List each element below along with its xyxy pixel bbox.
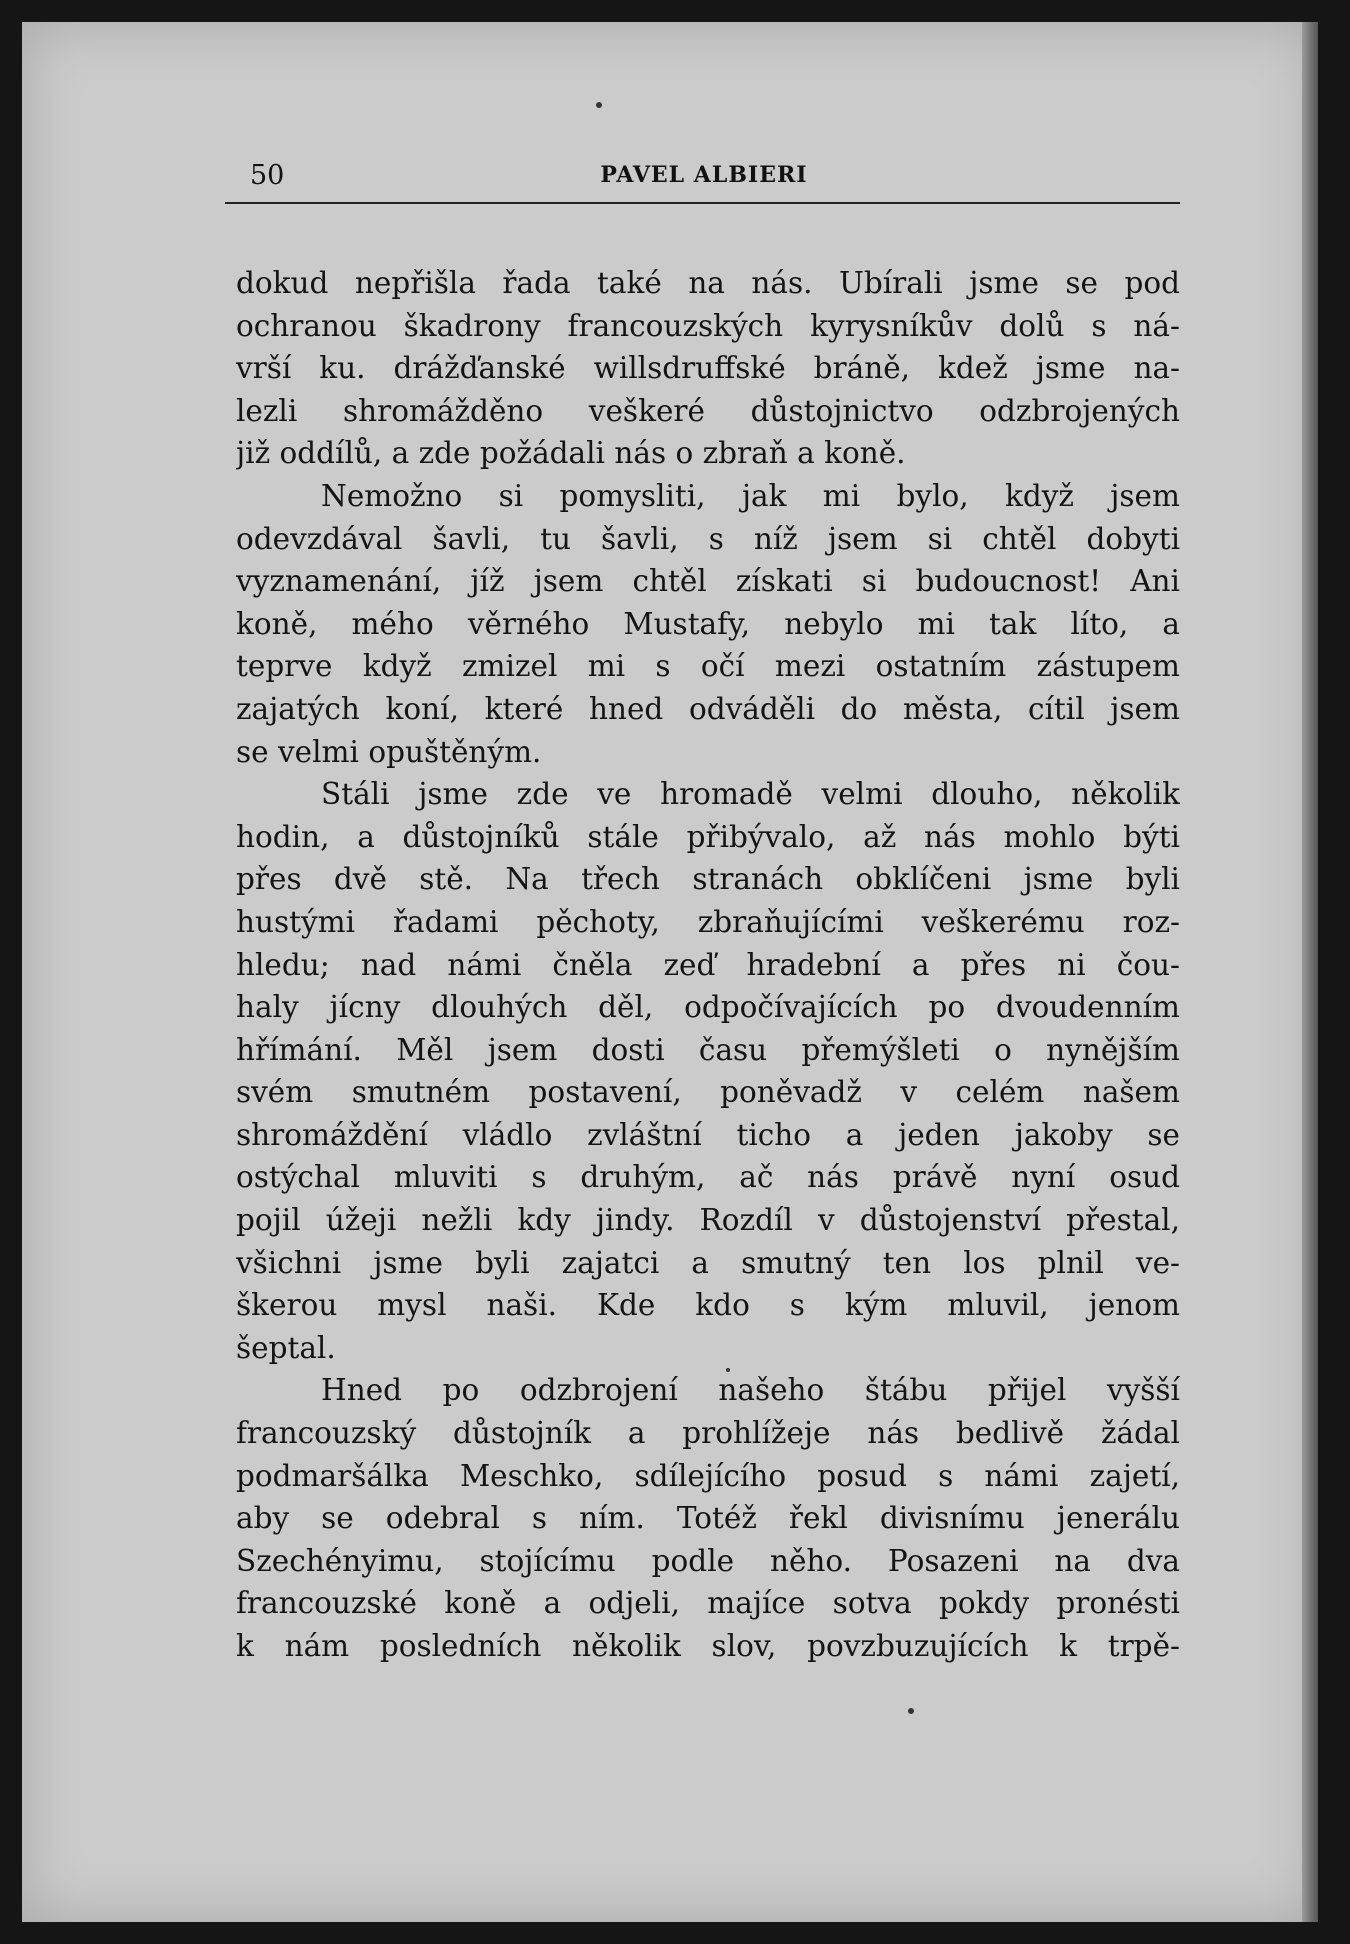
text-line: Hned po odzbrojení našeho štábu přijel vyšší xyxy=(321,1373,1180,1408)
text-line: vyznamenání, jíž jsem chtěl získati si budoucnost! Ani xyxy=(236,564,1180,599)
page-edge-shadow xyxy=(1302,22,1318,1922)
text-line: hřímání. Měl jsem dosti času přemýšleti o nynějším xyxy=(236,1032,1180,1067)
text-line: ochranou škadrony francouzských kyrysníkův dolů s ná- xyxy=(236,308,1180,343)
print-speck xyxy=(726,1368,730,1372)
text-line: k nám posledních několik slov, povzbuzujících k trpě- xyxy=(236,1629,1180,1663)
text-line: francouzský důstojník a prohlížeje nás bedlivě žádal xyxy=(236,1416,1180,1451)
page-number: 50 xyxy=(250,160,285,191)
text-line: vrší ku. drážďanské willsdruffské bráně, kdež jsme na- xyxy=(236,351,1180,386)
print-speck xyxy=(596,102,602,108)
body-text xyxy=(236,262,1180,1668)
running-head: PAVEL ALBIERI xyxy=(600,162,808,188)
text-line: zajatých koní, které hned odváděli do města, cítil jsem xyxy=(236,691,1180,726)
text-line: Stáli jsme zde ve hromadě velmi dlouho, několik xyxy=(321,777,1180,812)
text-line: hledu; nad námi čněla zeď hradební a přes ni čou- xyxy=(236,947,1180,982)
text-line: lezli shromážděno veškeré důstojnictvo odzbrojených xyxy=(236,393,1180,428)
text-line: francouzské koně a odjeli, majíce sotva pokdy pronésti xyxy=(236,1586,1180,1621)
text-line: se velmi opuštěným. xyxy=(236,734,542,769)
text-line: svém smutném postavení, poněvadž v celém našem xyxy=(236,1075,1180,1110)
text-line: již oddílů, a zde požádali nás o zbraň a koně. xyxy=(236,436,906,471)
print-speck xyxy=(908,1708,914,1714)
text-line: hustými řadami pěchoty, zbraňujícími veškerému roz- xyxy=(236,904,1180,939)
text-line: přes dvě stě. Na třech stranách obklíčeni jsme byli xyxy=(236,862,1180,897)
page-header xyxy=(225,158,1183,198)
header-rule xyxy=(225,202,1180,204)
text-line: hodin, a důstojníků stále přibývalo, až nás mohlo býti xyxy=(236,819,1180,854)
text-line: dokud nepřišla řada také na nás. Ubírali jsme se pod xyxy=(236,266,1180,300)
text-line: podmaršálka Meschko, sdílejícího posud s námi zajetí, xyxy=(236,1458,1180,1493)
text-line: Nemožno si pomysliti, jak mi bylo, když jsem xyxy=(321,478,1180,513)
text-line: haly jícny dlouhých děl, odpočívajících po dvoudenním xyxy=(236,990,1180,1025)
text-line: všichni jsme byli zajatci a smutný ten los plnil ve- xyxy=(236,1245,1180,1280)
text-line: ostýchal mluviti s druhým, ač nás právě nyní osud xyxy=(236,1160,1180,1195)
text-line: škerou mysl naši. Kde kdo s kým mluvil, jenom xyxy=(236,1288,1180,1323)
text-line: Szechényimu, stojícímu podle něho. Posazeni na dva xyxy=(236,1543,1180,1578)
text-line: koně, mého věrného Mustafy, nebylo mi tak líto, a xyxy=(236,606,1180,641)
text-line: odevzdával šavli, tu šavli, s níž jsem si chtěl dobyti xyxy=(236,521,1180,556)
text-line: aby se odebral s ním. Totéž řekl divisnímu jenerálu xyxy=(236,1501,1180,1536)
text-line: pojil úžeji nežli kdy jindy. Rozdíl v důstojenství přestal, xyxy=(236,1203,1180,1238)
text-line: teprve když zmizel mi s očí mezi ostatním zástupem xyxy=(236,649,1180,684)
text-line: šeptal. xyxy=(236,1330,336,1365)
text-line: shromáždění vládlo zvláštní ticho a jeden jakoby se xyxy=(236,1117,1180,1152)
